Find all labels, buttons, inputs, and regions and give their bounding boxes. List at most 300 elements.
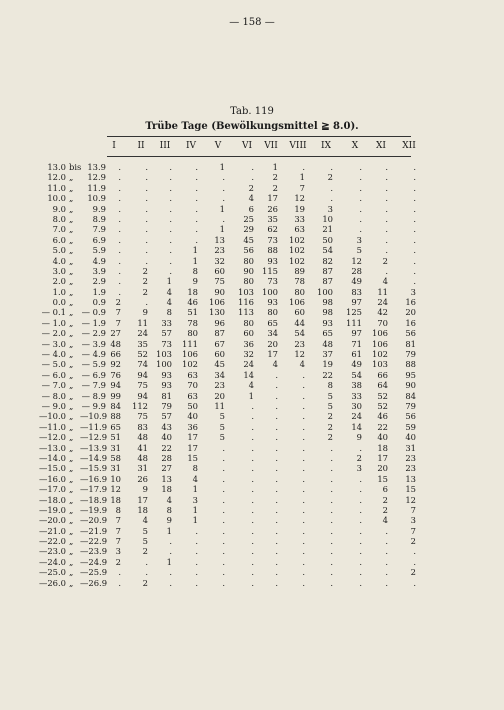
table-cell: 70 [377,317,388,328]
table-cell: . [169,255,172,266]
range-high: — 2.9 [81,328,106,339]
table-cell: . [359,193,362,204]
table-cell: 7 [299,182,305,193]
range-separator: „ [69,203,74,214]
range-separator: „ [69,286,74,297]
table-cell: . [302,380,305,391]
column-header: IX [321,141,331,151]
table-cell: . [330,536,333,547]
table-cell: 88 [110,411,121,422]
table-row [32,224,472,234]
range-high: 1.9 [92,286,106,297]
table-cell: 12 [405,494,416,505]
range-separator: „ [69,317,74,328]
range-separator: „ [69,234,74,245]
range-low: 10.0 [47,193,66,204]
table-cell: . [251,546,254,557]
table-cell: . [359,213,362,224]
column-header: XI [376,141,386,151]
table-cell: 76 [110,369,121,380]
range-high: —14.9 [80,452,108,463]
table-cell: . [302,515,305,526]
table-cell: 97 [351,297,362,308]
table-cell: . [359,182,362,193]
table-cell: 27 [161,463,172,474]
range-low: —21.0 [38,525,66,536]
table-cell: 9 [356,432,362,443]
table-cell: 67 [214,338,225,349]
range-low: 7.0 [52,224,66,235]
table-cell: 33 [351,390,362,401]
range-low: — 4.0 [41,349,66,360]
table-cell: 102 [182,359,198,370]
table-cell: 12 [294,349,305,360]
range-low: — 0.1 [41,307,66,318]
table-cell: 17 [377,452,388,463]
table-cell: 18 [161,484,172,495]
table-cell: . [118,245,121,256]
table-cell: 80 [243,255,254,266]
table-cell: 19 [294,203,305,214]
range-high: —11.9 [80,421,108,432]
table-cell: . [118,213,121,224]
table-cell: 9 [166,515,172,526]
table-cell: . [222,546,225,557]
range-high: —24.9 [80,556,108,567]
table-cell: . [169,193,172,204]
table-row [32,297,472,307]
table-cell: 3 [410,515,416,526]
table-cell: 19 [322,359,333,370]
table-cell: 34 [214,369,225,380]
table-cell: 106 [209,297,225,308]
range-separator: „ [69,536,74,547]
range-high: — 6.9 [81,369,106,380]
table-cell: 3 [327,203,333,214]
table-cell: 24 [243,359,254,370]
table-cell: . [251,473,254,484]
table-cell: 87 [322,265,333,276]
table-cell: . [251,494,254,505]
table-cell: . [385,525,388,536]
table-cell: 50 [187,400,198,411]
table-cell: 4 [382,515,388,526]
table-cell: 44 [294,317,305,328]
table-cell: . [275,421,278,432]
table-row [32,391,472,401]
table-cell: 62 [267,224,278,235]
table-cell: . [302,400,305,411]
table-cell: . [251,432,254,443]
table-cell: . [359,172,362,183]
table-cell: 2 [142,276,148,287]
table-cell: . [330,577,333,588]
table-cell: . [222,484,225,495]
table-cell: 32 [243,349,254,360]
table-cell: . [330,442,333,453]
table-cell: . [275,556,278,567]
table-row [32,443,472,453]
table-cell: 111 [346,317,362,328]
table-cell: 90 [214,286,225,297]
range-low: 1.0 [52,286,66,297]
table-cell: . [195,577,198,588]
table-cell: . [330,162,333,172]
table-cell: 5 [142,525,148,536]
table-cell: 130 [209,307,225,318]
table-cell: 56 [243,245,254,256]
table-cell: 3 [192,494,198,505]
table-cell: 29 [243,224,254,235]
table-row [32,162,472,172]
table-cell: 3 [410,286,416,297]
table-cell: 5 [327,400,333,411]
table-cell: 2 [115,297,121,308]
range-separator: „ [69,276,74,287]
table-cell: 99 [110,390,121,401]
range-separator: „ [69,577,74,588]
table-cell: . [275,390,278,401]
table-cell: . [222,577,225,588]
table-cell: 50 [322,234,333,245]
table-cell: 2 [382,494,388,505]
table-cell: . [169,234,172,245]
table-cell: 4 [299,359,305,370]
range-separator: „ [69,442,74,453]
table-cell: 9 [142,307,148,318]
table-cell: 43 [161,421,172,432]
table-cell: . [385,193,388,204]
table-cell: . [302,567,305,578]
range-separator: „ [69,172,74,183]
table-cell: 83 [351,286,362,297]
table-cell: . [195,224,198,235]
range-low: 0.0 [52,297,66,308]
table-cell: 9 [142,484,148,495]
table-row [32,349,472,359]
table-cell: 98 [322,297,333,308]
range-high: 7.9 [92,224,106,235]
table-cell: . [251,421,254,432]
table-cell: 48 [322,338,333,349]
range-separator: „ [69,213,74,224]
table-cell: 106 [372,338,388,349]
range-high: —18.9 [80,494,108,505]
table-cell: 4 [272,359,278,370]
table-cell: . [195,546,198,557]
table-cell: 66 [110,349,121,360]
table-cell: 17 [187,432,198,443]
table-row [32,318,472,328]
table-cell: . [385,234,388,245]
table-cell: . [330,494,333,505]
table-cell: 1 [192,484,198,495]
range-high: 8.9 [92,213,106,224]
table-cell: 18 [187,286,198,297]
table-row [32,505,472,515]
table-row [32,256,472,266]
table-cell: 2 [327,432,333,443]
table-row [32,495,472,505]
table-cell: . [275,432,278,443]
table-cell: . [145,203,148,214]
table-cell: 31 [137,463,148,474]
table-cell: 3 [356,463,362,474]
range-high: — 3.9 [81,338,106,349]
table-cell: 40 [187,411,198,422]
table-cell: . [118,276,121,287]
table-cell: . [275,515,278,526]
table-cell: 84 [405,390,416,401]
table-cell: . [169,577,172,588]
table-cell: . [169,265,172,276]
table-cell: . [302,162,305,172]
table-cell: . [413,276,416,287]
table-cell: . [385,567,388,578]
range-low: — 8.0 [41,390,66,401]
range-high: —13.9 [80,442,108,453]
table-cell: . [302,421,305,432]
table-top-rule [107,136,411,137]
table-cell: . [275,494,278,505]
table-cell: . [330,525,333,536]
table-cell: 80 [187,328,198,339]
range-high: —23.9 [80,546,108,557]
table-cell: . [385,265,388,276]
table-cell: . [385,245,388,256]
table-cell: 65 [322,328,333,339]
table-cell: 51 [110,432,121,443]
table-cell: 14 [243,369,254,380]
table-cell: . [330,546,333,557]
table-cell: . [169,224,172,235]
table-cell: 54 [294,328,305,339]
table-cell: 28 [161,452,172,463]
table-cell: . [222,463,225,474]
table-cell: 5 [356,245,362,256]
range-low: —18.0 [38,494,66,505]
table-cell: 15 [377,473,388,484]
table-cell: 94 [110,380,121,391]
table-cell: 2 [142,577,148,588]
table-cell: . [302,504,305,515]
range-low: 2.0 [52,276,66,287]
table-cell: 4 [166,297,172,308]
table-header-rule [107,156,411,157]
table-cell: . [251,504,254,515]
range-low: — 9.0 [41,400,66,411]
table-cell: 95 [405,369,416,380]
table-cell: 13 [405,473,416,484]
table-cell: 8 [166,307,172,318]
range-high: 13.9 [87,162,106,172]
table-cell: 4 [248,193,254,204]
table-row [32,536,472,546]
table-cell: 56 [405,328,416,339]
table-cell: 20 [377,463,388,474]
table-cell: . [359,473,362,484]
table-cell: 1 [272,162,278,172]
range-separator: „ [69,432,74,443]
table-cell: 94 [137,390,148,401]
table-cell: . [169,172,172,183]
table-cell: . [302,494,305,505]
range-high: —19.9 [80,504,108,515]
range-separator: „ [69,567,74,578]
table-row [32,380,472,390]
table-header [107,141,416,155]
table-cell: 27 [110,328,121,339]
table-cell: . [251,515,254,526]
table-cell: . [359,504,362,515]
table-cell: . [302,390,305,401]
column-header: IV [185,141,197,151]
table-cell: . [275,525,278,536]
table-cell: 106 [182,349,198,360]
table-cell: 113 [238,307,254,318]
table-cell: . [385,546,388,557]
table-cell: . [195,193,198,204]
table-cell: . [302,473,305,484]
table-cell: . [222,515,225,526]
table-cell: 54 [322,245,333,256]
table-cell: 7 [410,525,416,536]
range-high: 6.9 [92,234,106,245]
range-high: 3.9 [92,265,106,276]
table-cell: . [413,213,416,224]
table-cell: 21 [322,224,333,235]
table-cell: . [195,234,198,245]
range-low: —23.0 [38,546,66,557]
table-cell: . [169,546,172,557]
range-low: 13.0 [47,162,66,172]
table-cell: 51 [187,307,198,318]
range-separator: „ [69,369,74,380]
table-cell: . [275,400,278,411]
table-cell: . [251,452,254,463]
table-cell: . [275,504,278,515]
table-cell: 81 [405,338,416,349]
table-cell: 22 [322,369,333,380]
table-cell: . [251,172,254,183]
table-cell: . [385,203,388,214]
table-cell: 1 [192,245,198,256]
table-cell: . [330,182,333,193]
table-cell: . [413,224,416,235]
table-cell: 52 [377,390,388,401]
range-separator: „ [69,504,74,515]
table-cell: . [302,369,305,380]
range-low: 6.0 [52,234,66,245]
table-cell: 5 [142,536,148,547]
table-cell: 48 [137,432,148,443]
table-cell: 13 [161,473,172,484]
table-cell: 60 [294,307,305,318]
table-cell: 64 [377,380,388,391]
table-cell: . [222,172,225,183]
table-cell: . [302,577,305,588]
table-cell: 49 [351,276,362,287]
range-high: 5.9 [92,245,106,256]
table-cell: 1 [166,556,172,567]
column-header: VI [241,141,253,151]
table-cell: 94 [137,369,148,380]
table-cell: 20 [405,307,416,318]
table-cell: 1 [248,390,254,401]
range-low: — 3.0 [41,338,66,349]
table-cell: 96 [214,317,225,328]
table-cell: 60 [214,349,225,360]
table-cell: 125 [346,307,362,318]
table-cell: 84 [110,400,121,411]
table-cell: 2 [272,172,278,183]
range-low: —15.0 [38,463,66,474]
table-cell: . [359,536,362,547]
table-cell: 13 [214,234,225,245]
table-cell: 79 [161,400,172,411]
table-cell: . [413,234,416,245]
column-header: III [159,141,171,151]
table-cell: 79 [405,400,416,411]
table-cell: 45 [243,234,254,245]
range-high: —25.9 [80,567,108,578]
table-cell: 35 [267,213,278,224]
range-low: —22.0 [38,536,66,547]
table-cell: . [330,463,333,474]
table-cell: 12 [294,193,305,204]
table-cell: 10 [322,213,333,224]
table-cell: 33 [294,213,305,224]
table-cell: 54 [351,369,362,380]
table-row [32,515,472,525]
range-high: —17.9 [80,484,108,495]
table-cell: 31 [405,442,416,453]
table-cell: . [251,463,254,474]
table-cell: . [413,203,416,214]
table-row [32,411,472,421]
table-cell: 28 [351,265,362,276]
range-low: —17.0 [38,484,66,495]
table-cell: 102 [289,245,305,256]
table-cell: . [118,234,121,245]
range-low: —19.0 [38,504,66,515]
data-table [32,162,472,588]
table-row [32,245,472,255]
table-cell: 92 [110,359,121,370]
table-cell: 42 [377,307,388,318]
table-cell: 61 [351,349,362,360]
table-cell: 98 [322,307,333,318]
table-cell: . [275,577,278,588]
range-separator: „ [69,359,74,370]
table-cell: . [195,536,198,547]
table-cell: 106 [289,297,305,308]
table-cell: 1 [192,255,198,266]
table-cell: 2 [142,286,148,297]
column-header: V [214,141,222,151]
table-cell: 75 [137,380,148,391]
table-cell: 26 [267,203,278,214]
table-cell: 89 [294,265,305,276]
table-cell: 7 [115,317,121,328]
range-high: —16.9 [80,473,108,484]
range-separator: „ [69,193,74,204]
table-cell: . [302,556,305,567]
table-cell: 74 [137,359,148,370]
range-separator: „ [69,556,74,567]
table-cell: 100 [317,286,333,297]
range-separator: „ [69,328,74,339]
